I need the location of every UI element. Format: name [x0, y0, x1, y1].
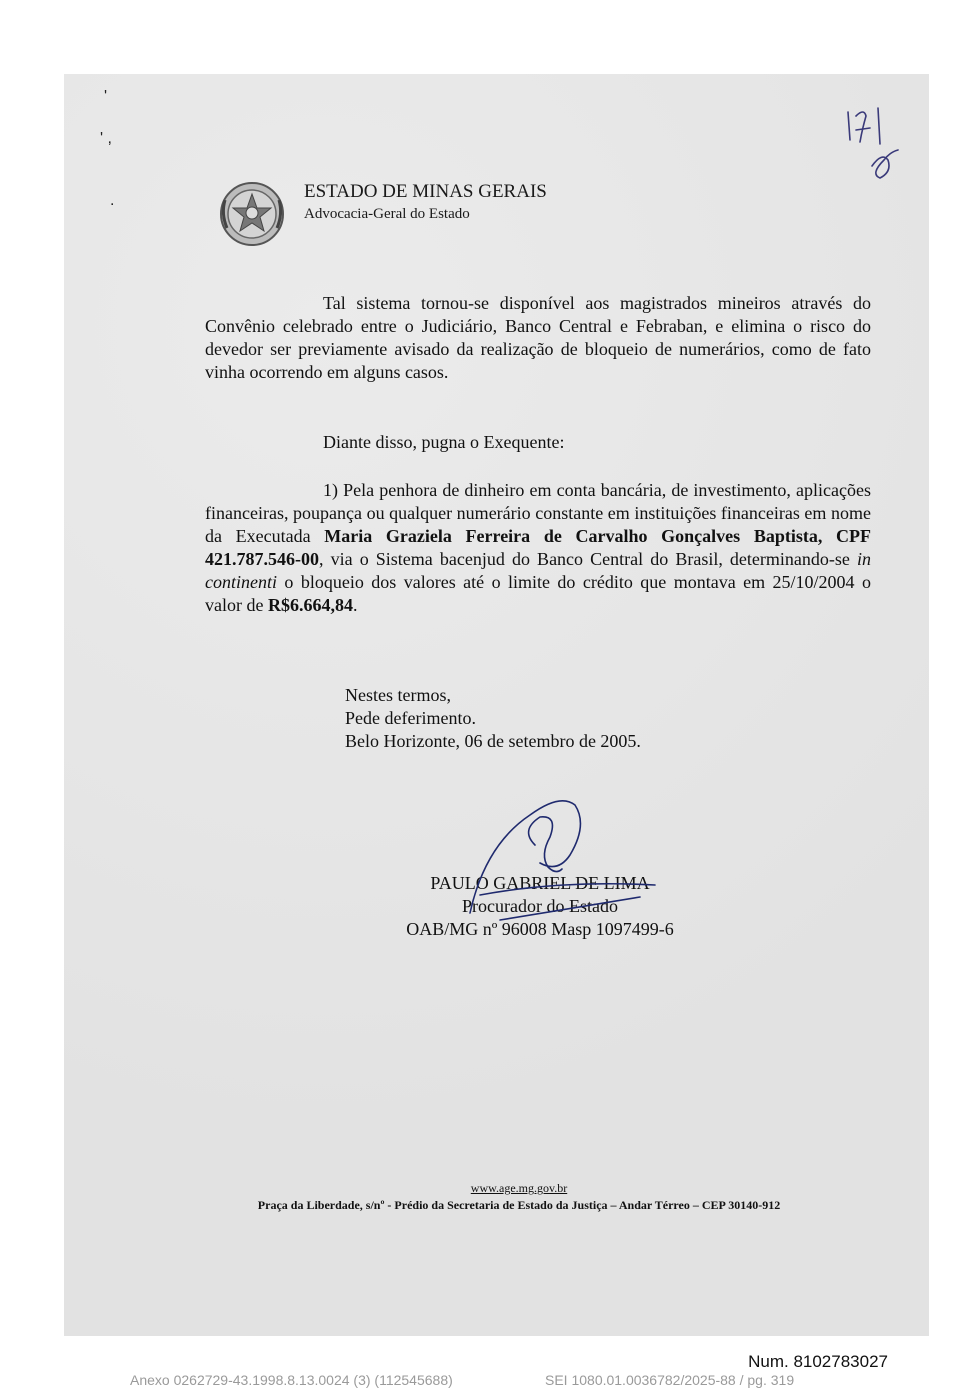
signer-role: Procurador do Estado — [462, 896, 618, 916]
state-seal-icon — [215, 180, 289, 248]
margin-mark: . — [110, 192, 115, 209]
header-title: ESTADO DE MINAS GERAIS — [304, 181, 547, 202]
signer-registration: OAB/MG nº 96008 Masp 1097499-6 — [406, 919, 674, 939]
sei-reference: SEI 1080.01.0036782/2025-88 / pg. 319 — [545, 1372, 795, 1388]
annex-reference: Anexo 0262729-43.1998.8.13.0024 (3) (112545688) — [130, 1372, 453, 1388]
margin-mark: ' — [104, 88, 108, 105]
handwritten-signature — [440, 785, 670, 925]
closing-block: Nestes termos, Pede deferimento. Belo Horizonte, 06 de setembro de 2005. — [345, 685, 641, 751]
footer-url: www.age.mg.gov.br — [470, 1181, 568, 1195]
paragraph-2: Diante disso, pugna o Exequente: — [323, 432, 565, 452]
paragraph-3: 1) Pela penhora de dinheiro em conta bancária, de investimento, aplicações financeiras, poupança ou qualquer numerário constante em instituições financeiras em nome da Executada Maria Graziela Ferreira de Carvalho Gonçalves Baptista, CPF 421.787.546-00, via o Sistema bacenjud do Banco Central do Brasil, determinando-se in continenti o bloqueio dos valores até o limite do crédito que montava em 25/10/2004 o valor de R$6.664,84. — [205, 480, 871, 615]
document-number: Num. 8102783027 — [748, 1352, 888, 1371]
debtor-name: Maria Graziela Ferreira de Carvalho Gonçalves Baptista, CPF 421.787.546-00 — [205, 526, 871, 569]
margin-mark: ' , — [100, 130, 112, 147]
handwritten-page-number — [842, 100, 902, 186]
paragraph-1: Tal sistema tornou-se disponível aos magistrados mineiros através do Convênio celebrado entre o Judiciário, Banco Central e Febraban, e elimina o risco do devedor ser previamente avisado da realização de bloqueio de numerários, como de fato vinha ocorrendo em alguns casos. — [205, 293, 871, 382]
header-subtitle: Advocacia-Geral do Estado — [304, 206, 470, 222]
signer-name: PAULO GABRIEL DE LIMA — [430, 873, 650, 893]
footer-address: Praça da Liberdade, s/nº - Prédio da Secretaria de Estado da Justiça – Andar Térreo – CEP 30140-912 — [257, 1198, 781, 1212]
amount: R$6.664,84 — [267, 595, 353, 615]
